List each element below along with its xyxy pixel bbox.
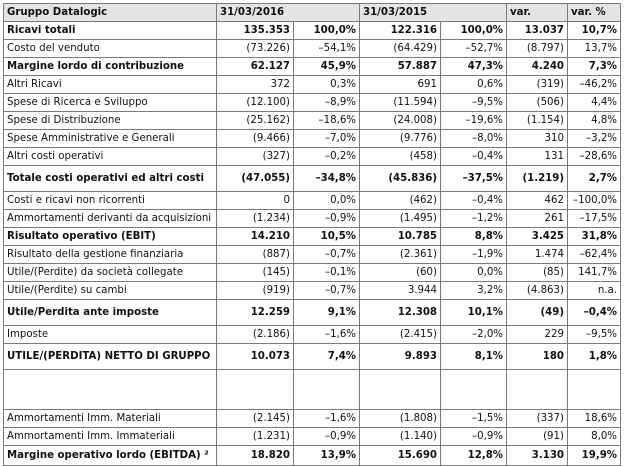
variation-percent: –100,0%: [568, 192, 621, 210]
variation-percent: 2,7%: [568, 166, 621, 192]
row-label: UTILE/(PERDITA) NETTO DI GRUPPO: [4, 344, 217, 370]
percent-2015: –8,0%: [441, 130, 507, 148]
percent-2015: –52,7%: [441, 40, 507, 58]
percent-2016: –0,7%: [294, 282, 360, 300]
value-2016: (887): [217, 246, 294, 264]
value-2016: 372: [217, 76, 294, 94]
variation-percent: 31,8%: [568, 228, 621, 246]
empty-cell: [568, 370, 621, 410]
percent-2016: 7,4%: [294, 344, 360, 370]
percent-2015: 10,1%: [441, 300, 507, 326]
percent-2015: 0,6%: [441, 76, 507, 94]
header-title: Gruppo Datalogic: [4, 4, 217, 22]
variation: 3.130: [507, 446, 568, 466]
percent-2015: 0,0%: [441, 264, 507, 282]
value-2015: 15.690: [360, 446, 441, 466]
value-2016: (2.186): [217, 326, 294, 344]
table-row: [4, 300, 621, 326]
table-row: [4, 264, 621, 282]
row-label: Risultato della gestione finanziaria: [4, 246, 217, 264]
row-label: Ammortamenti derivanti da acquisizioni: [4, 210, 217, 228]
variation: (85): [507, 264, 568, 282]
percent-2015: 8,8%: [441, 228, 507, 246]
row-label: Totale costi operativi ed altri costi: [4, 166, 217, 192]
percent-2016: –1,6%: [294, 326, 360, 344]
variation: 1.474: [507, 246, 568, 264]
value-2016: 135.353: [217, 22, 294, 40]
value-2016: (919): [217, 282, 294, 300]
percent-2016: –0,9%: [294, 210, 360, 228]
variation-percent: 13,7%: [568, 40, 621, 58]
value-2016: (1.231): [217, 428, 294, 446]
percent-2016: –18,6%: [294, 112, 360, 130]
empty-cell: [360, 370, 441, 410]
value-2015: 3.944: [360, 282, 441, 300]
table-row: [4, 228, 621, 246]
percent-2016: –0,2%: [294, 148, 360, 166]
variation-percent: –3,2%: [568, 130, 621, 148]
percent-2015: 47,3%: [441, 58, 507, 76]
header-var: var.: [507, 4, 568, 22]
percent-2016: –7,0%: [294, 130, 360, 148]
percent-2016: 100,0%: [294, 22, 360, 40]
percent-2015: –0,9%: [441, 428, 507, 446]
row-label: Utile/(Perdite) su cambi: [4, 282, 217, 300]
row-label: Costi e ricavi non ricorrenti: [4, 192, 217, 210]
percent-2016: 0,0%: [294, 192, 360, 210]
variation: 13.037: [507, 22, 568, 40]
value-2016: (1.234): [217, 210, 294, 228]
variation-percent: 141,7%: [568, 264, 621, 282]
variation-percent: –46,2%: [568, 76, 621, 94]
variation: 462: [507, 192, 568, 210]
percent-2016: 13,9%: [294, 446, 360, 466]
value-2015: (11.594): [360, 94, 441, 112]
value-2015: (64.429): [360, 40, 441, 58]
value-2015: (45.836): [360, 166, 441, 192]
table-row: [4, 326, 621, 344]
table-row: [4, 410, 621, 428]
variation-percent: 19,9%: [568, 446, 621, 466]
percent-2016: 9,1%: [294, 300, 360, 326]
variation: 4.240: [507, 58, 568, 76]
percent-2016: 0,3%: [294, 76, 360, 94]
row-label: Costo del venduto: [4, 40, 217, 58]
value-2015: (24.008): [360, 112, 441, 130]
percent-2016: –34,8%: [294, 166, 360, 192]
row-label: Ricavi totali: [4, 22, 217, 40]
table-header-row: [4, 4, 621, 22]
value-2016: 62.127: [217, 58, 294, 76]
variation: 261: [507, 210, 568, 228]
percent-2015: 100,0%: [441, 22, 507, 40]
percent-2015: 8,1%: [441, 344, 507, 370]
value-2015: (2.415): [360, 326, 441, 344]
header-var-pct: var. %: [568, 4, 621, 22]
percent-2016: –1,6%: [294, 410, 360, 428]
variation-percent: –9,5%: [568, 326, 621, 344]
value-2016: 12.259: [217, 300, 294, 326]
value-2015: (2.361): [360, 246, 441, 264]
value-2016: (12.100): [217, 94, 294, 112]
table-row: [4, 76, 621, 94]
value-2015: 9.893: [360, 344, 441, 370]
row-label: Spese Amministrative e Generali: [4, 130, 217, 148]
variation: (4.863): [507, 282, 568, 300]
value-2016: (25.162): [217, 112, 294, 130]
row-label: Risultato operativo (EBIT): [4, 228, 217, 246]
empty-cell: [4, 370, 217, 410]
value-2016: (2.145): [217, 410, 294, 428]
percent-2015: –1,9%: [441, 246, 507, 264]
variation-percent: 8,0%: [568, 428, 621, 446]
percent-2016: 45,9%: [294, 58, 360, 76]
variation-percent: 1,8%: [568, 344, 621, 370]
table-row: [4, 22, 621, 40]
variation: (1.154): [507, 112, 568, 130]
percent-2015: –1,5%: [441, 410, 507, 428]
row-label: Margine operativo lordo (EBITDA) ²: [4, 446, 217, 466]
row-label: Margine lordo di contribuzione: [4, 58, 217, 76]
row-label: Ammortamenti Imm. Materiali: [4, 410, 217, 428]
value-2015: 691: [360, 76, 441, 94]
variation-percent: –28,6%: [568, 148, 621, 166]
row-label: Altri costi operativi: [4, 148, 217, 166]
value-2015: (1.140): [360, 428, 441, 446]
variation: (91): [507, 428, 568, 446]
variation: 229: [507, 326, 568, 344]
value-2015: 12.308: [360, 300, 441, 326]
variation: (337): [507, 410, 568, 428]
variation-percent: n.a.: [568, 282, 621, 300]
header-2015: 31/03/2015: [360, 4, 507, 22]
variation: 310: [507, 130, 568, 148]
table-row: [4, 192, 621, 210]
row-label: Spese di Ricerca e Sviluppo: [4, 94, 217, 112]
value-2016: 18.820: [217, 446, 294, 466]
value-2015: (1.808): [360, 410, 441, 428]
variation-percent: 10,7%: [568, 22, 621, 40]
row-label: Ammortamenti Imm. Immateriali: [4, 428, 217, 446]
percent-2016: –8,9%: [294, 94, 360, 112]
percent-2015: 12,8%: [441, 446, 507, 466]
value-2016: 10.073: [217, 344, 294, 370]
table-row: [4, 446, 621, 466]
variation-percent: 7,3%: [568, 58, 621, 76]
header-2016: 31/03/2016: [217, 4, 360, 22]
value-2016: (73.226): [217, 40, 294, 58]
value-2015: (458): [360, 148, 441, 166]
row-label: Utile/Perdita ante imposte: [4, 300, 217, 326]
table-row: [4, 148, 621, 166]
percent-2015: –19,6%: [441, 112, 507, 130]
variation: 3.425: [507, 228, 568, 246]
table-row: [4, 210, 621, 228]
table-row: [4, 166, 621, 192]
percent-2015: –37,5%: [441, 166, 507, 192]
value-2016: (327): [217, 148, 294, 166]
value-2016: 0: [217, 192, 294, 210]
percent-2016: 10,5%: [294, 228, 360, 246]
row-label: Imposte: [4, 326, 217, 344]
percent-2016: –54,1%: [294, 40, 360, 58]
percent-2016: –0,1%: [294, 264, 360, 282]
variation: (1.219): [507, 166, 568, 192]
income-statement-table: [3, 3, 621, 466]
spacer-row: [4, 370, 621, 410]
value-2016: (9.466): [217, 130, 294, 148]
empty-cell: [217, 370, 294, 410]
percent-2015: –0,4%: [441, 192, 507, 210]
variation-percent: –17,5%: [568, 210, 621, 228]
value-2016: (145): [217, 264, 294, 282]
variation-percent: –0,4%: [568, 300, 621, 326]
variation: (49): [507, 300, 568, 326]
percent-2016: –0,7%: [294, 246, 360, 264]
variation: (319): [507, 76, 568, 94]
value-2015: 57.887: [360, 58, 441, 76]
variation: 131: [507, 148, 568, 166]
table-row: [4, 428, 621, 446]
row-label: Spese di Distribuzione: [4, 112, 217, 130]
percent-2015: –9,5%: [441, 94, 507, 112]
value-2015: (60): [360, 264, 441, 282]
table-row: [4, 58, 621, 76]
table-row: [4, 246, 621, 264]
percent-2015: 3,2%: [441, 282, 507, 300]
value-2016: 14.210: [217, 228, 294, 246]
empty-cell: [441, 370, 507, 410]
value-2015: 122.316: [360, 22, 441, 40]
table-row: [4, 282, 621, 300]
row-label: Utile/(Perdite) da società collegate: [4, 264, 217, 282]
percent-2015: –0,4%: [441, 148, 507, 166]
empty-cell: [294, 370, 360, 410]
value-2016: (47.055): [217, 166, 294, 192]
value-2015: 10.785: [360, 228, 441, 246]
variation-percent: –62,4%: [568, 246, 621, 264]
value-2015: (9.776): [360, 130, 441, 148]
table-row: [4, 40, 621, 58]
percent-2016: –0,9%: [294, 428, 360, 446]
variation: 180: [507, 344, 568, 370]
empty-cell: [507, 370, 568, 410]
variation-percent: 4,4%: [568, 94, 621, 112]
variation: (506): [507, 94, 568, 112]
variation-percent: 18,6%: [568, 410, 621, 428]
percent-2015: –1,2%: [441, 210, 507, 228]
table-row: [4, 130, 621, 148]
row-label: Altri Ricavi: [4, 76, 217, 94]
table-row: [4, 344, 621, 370]
variation: (8.797): [507, 40, 568, 58]
table-row: [4, 94, 621, 112]
value-2015: (462): [360, 192, 441, 210]
value-2015: (1.495): [360, 210, 441, 228]
table-row: [4, 112, 621, 130]
variation-percent: 4,8%: [568, 112, 621, 130]
percent-2015: –2,0%: [441, 326, 507, 344]
